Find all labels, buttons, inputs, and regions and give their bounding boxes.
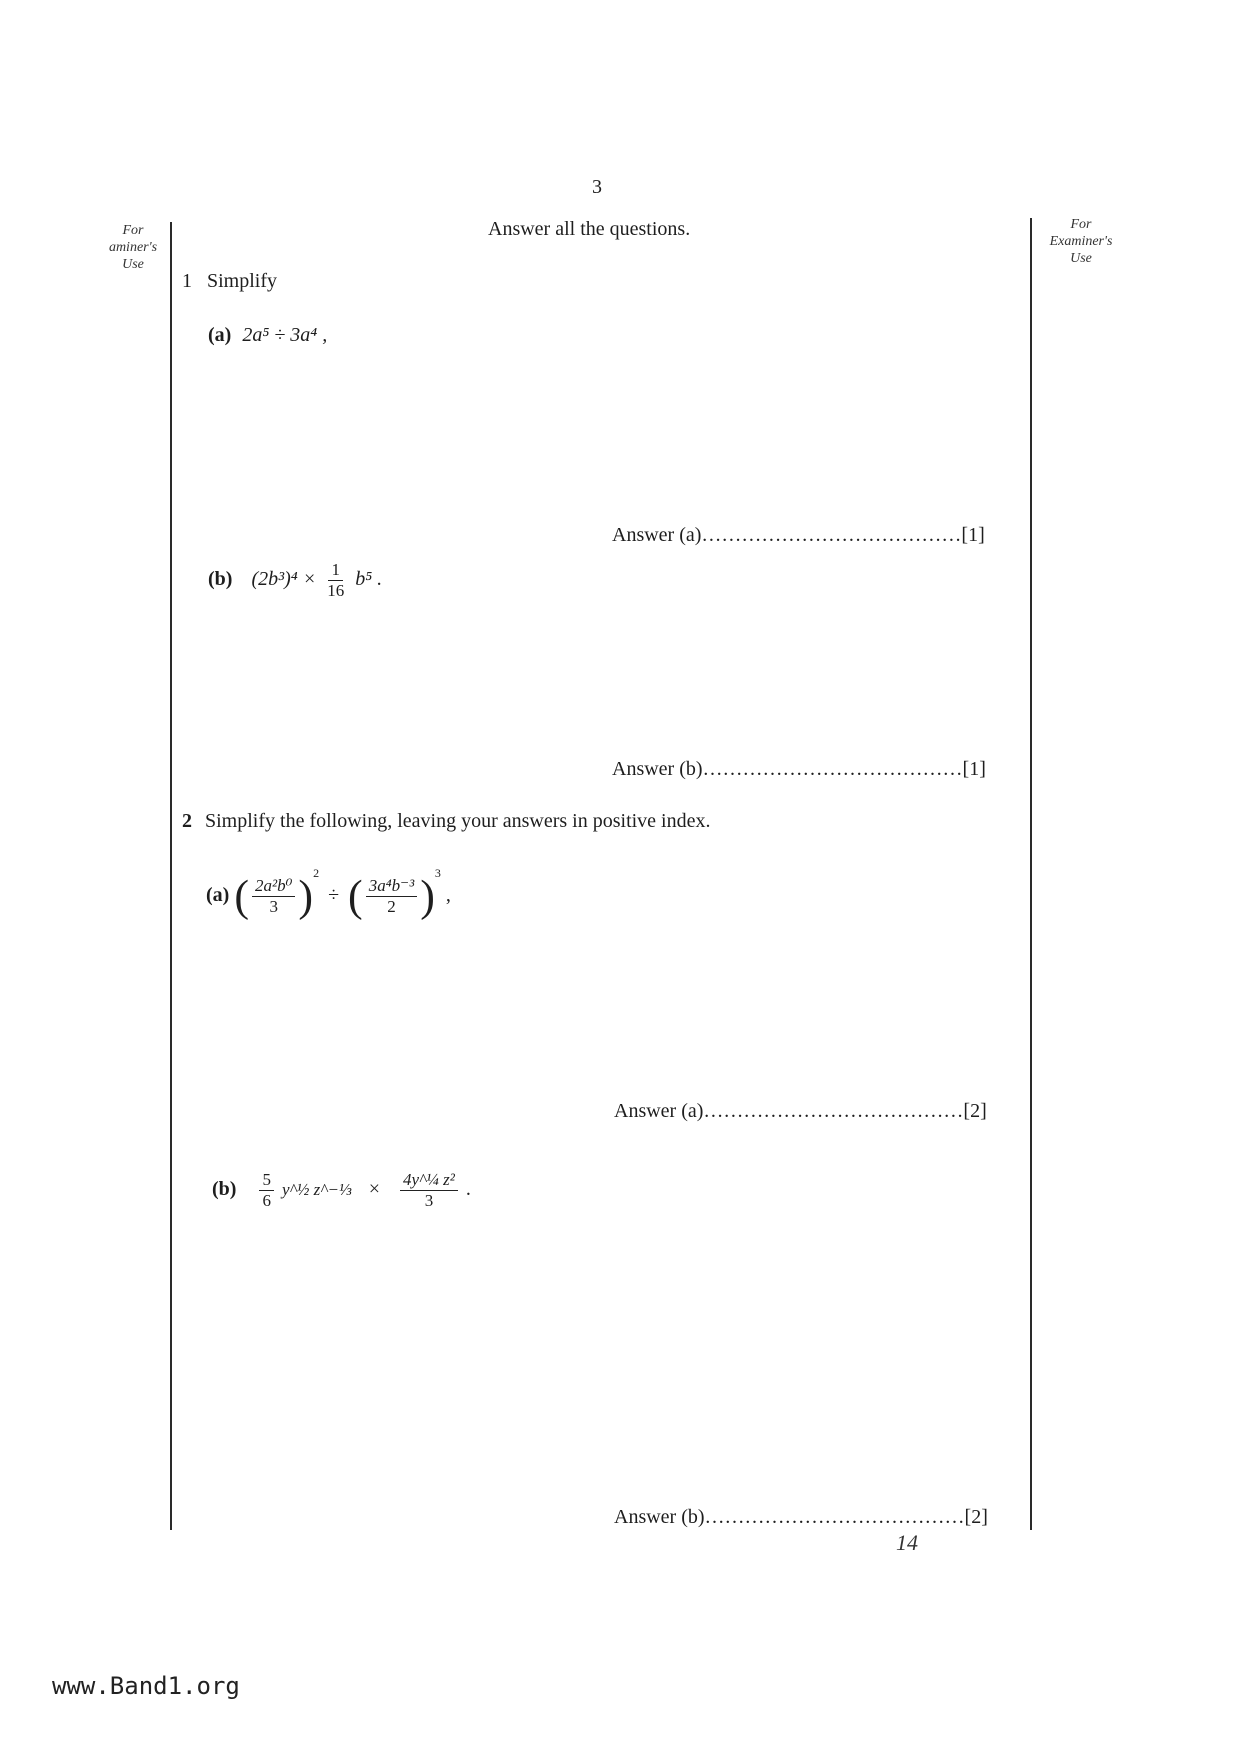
question-1b: [208, 560, 382, 601]
expression-tail: .: [465, 1178, 471, 1201]
operator: ÷: [328, 884, 340, 906]
answer-line-1a[interactable]: Answer (a)…………………………………[1]: [612, 524, 985, 546]
question-number: 1: [182, 270, 192, 292]
page-number: 3: [592, 176, 602, 198]
question-prompt: Simplify: [207, 270, 278, 292]
fraction: [259, 1170, 274, 1211]
question-1: [182, 270, 277, 293]
right-paren: ): [420, 871, 435, 921]
margin-note-line: aminer's: [108, 240, 158, 255]
answer-line-1b[interactable]: Answer (b)…………………………………[1]: [612, 758, 986, 780]
question-number: 2: [182, 810, 192, 832]
left-margin-rule: [170, 222, 172, 1530]
part-label: (b): [208, 568, 233, 591]
part-label: (a): [208, 324, 232, 346]
fraction-numerator: 1: [328, 560, 343, 581]
expression-part: y^½ z^−⅓: [281, 1180, 352, 1200]
fraction-numerator: 3a⁴b⁻³: [366, 876, 417, 897]
part-label: (b): [212, 1178, 237, 1201]
expression-tail: ,: [445, 884, 451, 906]
exponent: 2: [313, 866, 320, 880]
fraction-denominator: 3: [424, 1191, 434, 1210]
handwritten-total: 14: [896, 1530, 918, 1555]
footer-url: www.Band1.org: [52, 1672, 240, 1700]
question-2b: [212, 1170, 471, 1211]
examiner-use-note-left: [100, 222, 166, 273]
fraction-numerator: 2a²b⁰: [252, 876, 295, 897]
expression: 2a⁵ ÷ 3a⁴ ,: [242, 324, 328, 346]
question-2a: [206, 866, 451, 921]
fraction-numerator: 5: [259, 1170, 274, 1191]
margin-note-line: Use: [122, 257, 144, 272]
question-prompt: Simplify the following, leaving your answers in positive index.: [205, 810, 711, 832]
expression-part: (2b³)⁴ ×: [251, 568, 317, 591]
fraction-denominator: 2: [387, 896, 396, 916]
fraction-denominator: 16: [327, 581, 345, 600]
examiner-use-note-right: [1036, 216, 1126, 267]
fraction: [400, 1170, 458, 1211]
left-paren: (: [234, 871, 249, 921]
right-margin-rule: [1030, 218, 1032, 1530]
operator: ×: [368, 1178, 380, 1201]
answer-line-2a[interactable]: Answer (a)…………………………………[2]: [614, 1100, 987, 1122]
part-label: (a): [206, 884, 230, 906]
margin-note-line: Use: [1070, 251, 1092, 266]
fraction-denominator: 3: [269, 896, 278, 916]
answer-line-2b[interactable]: Answer (b)…………………………………[2]: [614, 1506, 988, 1528]
fraction: [366, 876, 417, 917]
right-paren: ): [298, 871, 314, 921]
margin-note-line: For: [122, 223, 144, 238]
question-2: [182, 810, 711, 833]
exponent: 3: [434, 866, 441, 880]
left-paren: (: [348, 871, 363, 921]
expression-part: b⁵ .: [355, 568, 383, 591]
fraction: [324, 560, 347, 601]
margin-note-line: Examiner's: [1049, 234, 1113, 249]
fraction-numerator: 4y^¼ z²: [400, 1170, 458, 1191]
question-1a: [208, 324, 327, 347]
margin-note-line: For: [1070, 217, 1092, 232]
fraction-denominator: 6: [262, 1191, 271, 1210]
fraction: [252, 876, 295, 917]
page-heading: Answer all the questions.: [488, 218, 691, 240]
